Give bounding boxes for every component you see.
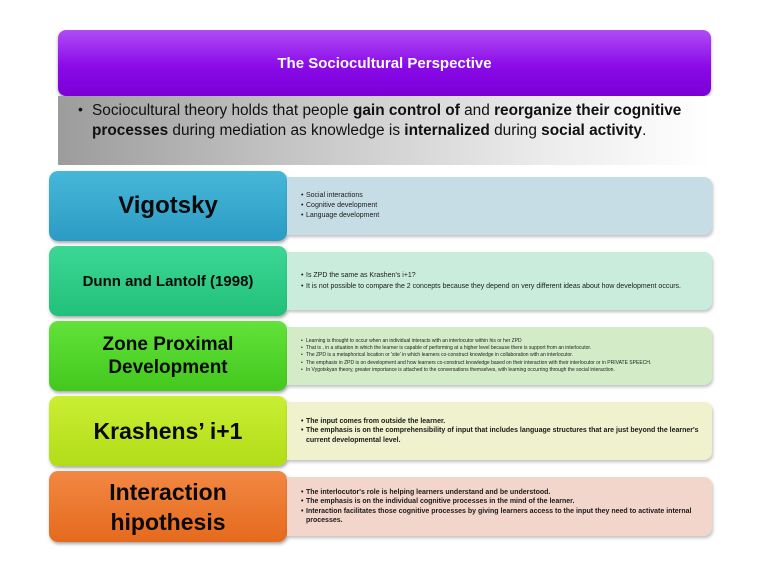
zpd-notes	[287, 327, 712, 385]
list-item: • The emphasis is on the comprehensibility of input that includes language structures that are just beyond the learner's current developmental level.	[301, 426, 702, 445]
intro-segment-bold: internalized	[404, 121, 490, 139]
list-item: • Language development	[301, 211, 702, 221]
intro-segment-bold: reorganize their cognitive processes	[92, 102, 682, 139]
list-item: • Interaction facilitates those cognitive processes by giving learners access to the input they need to activate internal processes.	[301, 507, 702, 526]
vigotsky-label	[49, 171, 287, 241]
intro-segment: during	[489, 121, 542, 139]
intro-statement	[58, 96, 711, 165]
list-item: • In Vygotskyan theory, greater importance is attached to the conversations themselves, with learning occurring through the social interaction.	[301, 367, 702, 374]
row-label-text: Krashens’ i+1	[93, 417, 243, 444]
list-item: • Is ZPD the same as Krashen's i+1?	[301, 271, 702, 281]
dunn-lantolf-notes	[287, 252, 712, 310]
list-item: • Learning is thought to occur when an individual interacts with an interlocutor within his or her ZPD	[301, 338, 702, 345]
list-item: • The interlocutor's role is helping learners understand and be understood.	[301, 488, 702, 498]
list-item: • The emphasis in ZPD is on development and how learners co-construct knowledge based on their interaction with their interlocutor or in PRIVATE SPEECH.	[301, 360, 702, 367]
krashen-notes	[287, 402, 712, 460]
title-bar	[58, 30, 711, 96]
page-title: The Sociocultural Perspective	[277, 54, 492, 72]
intro-bullet: •	[78, 101, 83, 117]
intro-segment-bold: gain control of	[352, 102, 460, 119]
row-label-line: Development	[108, 357, 228, 378]
dunn-lantolf-label	[49, 246, 287, 316]
list-item: • The ZPD is a metaphorical location or 'site' in which learners co-construct knowledge in collaboration with an interlocutor.	[301, 352, 702, 359]
list-item: • Cognitive development	[301, 201, 702, 211]
vigotsky-notes	[287, 177, 712, 235]
row-label-line: Zone Proximal	[102, 334, 234, 355]
list-item: • Social interactions	[301, 191, 702, 201]
list-item: • The emphasis is on the individual cognitive processes in the mind of the learner.	[301, 497, 702, 507]
intro-segment: .	[642, 121, 647, 139]
list-item: • It is not possible to compare the 2 concepts because they depend on very different ideas about how development occurs.	[301, 282, 702, 292]
row-label-text: Dunn and Lantolf (1998)	[82, 272, 254, 290]
intro-segment: and	[459, 102, 495, 119]
krashen-label	[49, 396, 287, 466]
intro-segment: Sociocultural theory holds that people	[92, 102, 353, 119]
list-item: • The input comes from outside the learner.	[301, 417, 702, 427]
intro-segment: during mediation as knowledge is	[168, 121, 405, 139]
interaction-hypothesis-notes	[287, 477, 712, 536]
intro-segment-bold: social activity	[541, 121, 643, 139]
row-label-line: Interaction	[109, 478, 227, 505]
list-item: • That is , in a situation in which the learner is capable of performing at a higher level because there is support from an interlocutor.	[301, 345, 702, 352]
row-label-text: Vigotsky	[118, 192, 218, 219]
zpd-label	[49, 321, 287, 391]
row-label-line: hipothesis	[110, 508, 226, 535]
interaction-hypothesis-label	[49, 471, 287, 542]
